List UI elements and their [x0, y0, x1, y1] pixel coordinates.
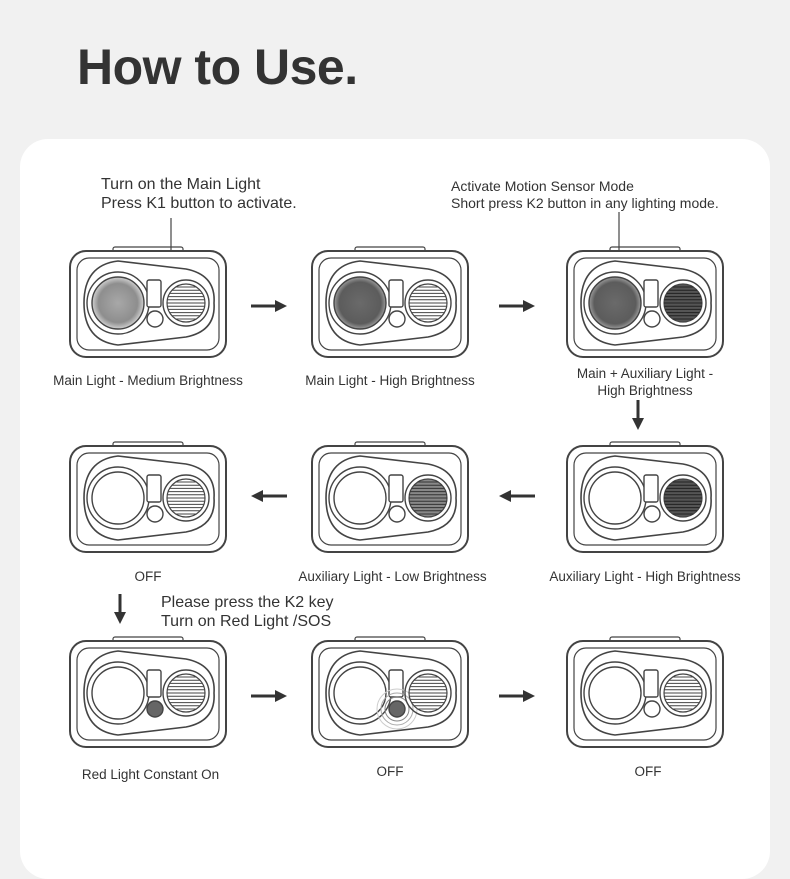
caption-main-high: Main Light - High Brightness: [305, 373, 475, 388]
headlamp-aux-low: [310, 440, 470, 555]
caption-aux-low: Auxiliary Light - Low Brightness: [298, 569, 487, 584]
page-title: How to Use.: [77, 39, 358, 95]
arrow-left-icon: [497, 488, 537, 504]
k2-pointer-line: [616, 212, 622, 250]
caption-main-aux-line1: Main + Auxiliary Light -: [576, 366, 714, 381]
motion-note-line1: Activate Motion Sensor Mode: [451, 178, 634, 194]
caption-red-constant: Red Light Constant On: [81, 767, 220, 782]
k1-note-line2: Press K1 button to activate.: [101, 195, 297, 212]
headlamp-main-aux-high: [565, 245, 725, 360]
arrow-down-icon: [112, 592, 128, 626]
k2-note: [161, 593, 334, 631]
caption-off-1: OFF: [134, 569, 162, 584]
k2-note-line1: Please press the K2 key: [161, 594, 334, 611]
arrow-right-icon: [497, 688, 537, 704]
arrow-down-icon: [630, 398, 646, 432]
arrow-left-icon: [249, 488, 289, 504]
arrow-right-icon: [497, 298, 537, 314]
caption-off-3: OFF: [634, 764, 662, 779]
headlamp-aux-high: [565, 440, 725, 555]
k1-note-line1: Turn on the Main Light: [101, 176, 261, 193]
caption-aux-high: Auxiliary Light - High Brightness: [549, 569, 741, 584]
headlamp-main-medium: [68, 245, 228, 360]
headlamp-red-sos: [310, 635, 470, 750]
motion-sensor-note: [451, 178, 719, 212]
headlamp-off-final: [565, 635, 725, 750]
motion-note-line2: Short press K2 button in any lighting mode.: [451, 195, 719, 211]
caption-main-medium: Main Light - Medium Brightness: [53, 373, 243, 388]
arrow-right-icon: [249, 688, 289, 704]
caption-main-aux-line2: High Brightness: [597, 383, 693, 398]
k2-note-line2: Turn on Red Light /SOS: [161, 613, 332, 630]
caption-main-aux-high: [545, 365, 745, 399]
headlamp-main-high: [310, 245, 470, 360]
k1-pointer-line: [168, 218, 174, 250]
k1-note: [101, 175, 297, 213]
headlamp-off: [68, 440, 228, 555]
arrow-right-icon: [249, 298, 289, 314]
caption-off-2: OFF: [376, 764, 404, 779]
headlamp-red-constant: [68, 635, 228, 750]
